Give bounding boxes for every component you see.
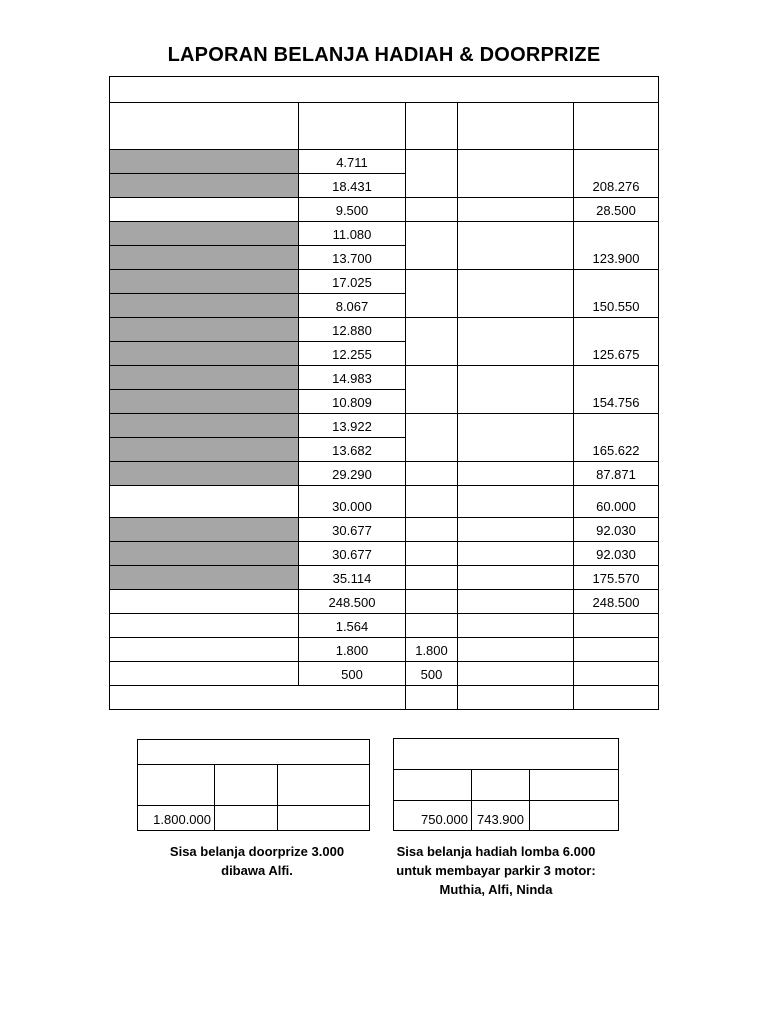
qty-cell [406,518,458,542]
item-cell [110,542,299,566]
total-cell: 165.622 [574,438,659,462]
price-cell: 29.290 [299,462,406,486]
qty-cell [406,198,458,222]
table-row [110,614,659,638]
total-cell [574,270,659,294]
qty-cell [406,150,458,198]
table-footer-row [110,686,659,710]
summary-value-cell: 1.800.000 [138,806,215,831]
table-row [110,414,659,438]
table-row [110,566,659,590]
total-cell [574,662,659,686]
item-cell [110,518,299,542]
price-cell: 1.564 [299,614,406,638]
summary-label-cell [215,765,278,806]
note-line: Sisa belanja doorprize 3.000 [169,844,345,859]
item-cell [110,414,299,438]
note-cell [458,150,574,198]
total-cell: 60.000 [574,486,659,518]
note-cell [458,614,574,638]
doorprize-summary-table [137,739,370,831]
summary-value-cell [278,806,370,831]
note-cell [458,518,574,542]
total-cell: 87.871 [574,462,659,486]
note-cell [458,222,574,270]
total-cell [574,414,659,438]
item-cell [110,342,299,366]
qty-cell [406,222,458,270]
table-row [110,366,659,390]
total-cell [574,614,659,638]
summary-header-cell [394,739,619,770]
item-cell [110,198,299,222]
total-cell: 248.500 [574,590,659,614]
price-cell: 11.080 [299,222,406,246]
note-cell [458,638,574,662]
item-cell [110,462,299,486]
total-cell [574,366,659,390]
table-row [110,518,659,542]
note-cell [458,486,574,518]
price-cell: 30.000 [299,486,406,518]
note-line: Muthia, Alfi, Ninda [439,882,553,897]
total-cell: 150.550 [574,294,659,318]
item-cell [110,174,299,198]
total-cell [574,150,659,174]
table-row [110,174,659,198]
footer-cell [458,686,574,710]
note-cell [458,366,574,414]
table-row [110,438,659,462]
price-cell: 13.922 [299,414,406,438]
note-line: Sisa belanja hadiah lomba 6.000 [396,844,596,859]
table-row [110,294,659,318]
summary-label-row [394,770,619,801]
price-cell: 13.700 [299,246,406,270]
hadiah-note [376,842,616,899]
summary-label-cell [278,765,370,806]
price-cell: 248.500 [299,590,406,614]
header-cell [110,77,659,103]
column-header [406,103,458,150]
summary-label-cell [472,770,530,801]
table-row [110,542,659,566]
note-cell [458,662,574,686]
total-cell: 92.030 [574,518,659,542]
qty-cell [406,318,458,366]
summary-value-cell [530,801,619,831]
qty-cell [406,614,458,638]
summary-header-cell [138,740,370,765]
total-cell: 92.030 [574,542,659,566]
item-cell [110,438,299,462]
summary-value-row [138,806,370,831]
note-line: untuk membayar parkir 3 motor: [396,863,596,878]
total-cell: 125.675 [574,342,659,366]
note-cell [458,414,574,462]
qty-cell [406,462,458,486]
summary-value-cell: 743.900 [472,801,530,831]
footer-cell [574,686,659,710]
item-cell [110,270,299,294]
price-cell: 35.114 [299,566,406,590]
footer-label-cell [110,686,406,710]
total-cell [574,222,659,246]
item-cell [110,222,299,246]
item-cell [110,294,299,318]
price-cell: 9.500 [299,198,406,222]
qty-cell: 1.800 [406,638,458,662]
table-row [110,662,659,686]
qty-cell [406,542,458,566]
price-cell: 30.677 [299,542,406,566]
summary-label-cell [138,765,215,806]
note-cell [458,566,574,590]
main-table [109,76,659,710]
note-cell [458,198,574,222]
item-cell [110,590,299,614]
table-row [110,318,659,342]
table-row [110,590,659,614]
summary-value-cell: 750.000 [394,801,472,831]
price-cell: 500 [299,662,406,686]
note-line: dibawa Alfi. [221,863,293,878]
column-header [574,103,659,150]
item-cell [110,486,299,518]
total-cell [574,638,659,662]
summary-label-row [138,765,370,806]
item-cell [110,366,299,390]
qty-cell [406,486,458,518]
doorprize-note [137,842,377,880]
note-cell [458,318,574,366]
table-row [110,270,659,294]
item-cell [110,150,299,174]
item-cell [110,246,299,270]
table-row [110,222,659,246]
price-cell: 8.067 [299,294,406,318]
summary-label-cell [530,770,619,801]
summary-value-row [394,801,619,831]
qty-cell: 500 [406,662,458,686]
total-cell: 28.500 [574,198,659,222]
table-row [110,198,659,222]
column-header [110,103,299,150]
table-row [110,342,659,366]
price-cell: 12.255 [299,342,406,366]
qty-cell [406,366,458,414]
column-header [299,103,406,150]
price-cell: 1.800 [299,638,406,662]
item-cell [110,390,299,414]
price-cell: 12.880 [299,318,406,342]
hadiah-summary-table [393,738,619,831]
table-row [110,462,659,486]
price-cell: 13.682 [299,438,406,462]
total-cell: 154.756 [574,390,659,414]
item-cell [110,662,299,686]
table-column-header-row [110,103,659,150]
qty-cell [406,566,458,590]
price-cell: 17.025 [299,270,406,294]
summary-header-row [138,740,370,765]
price-cell: 30.677 [299,518,406,542]
column-header [458,103,574,150]
summary-header-row [394,739,619,770]
price-cell: 14.983 [299,366,406,390]
total-cell [574,318,659,342]
total-cell: 208.276 [574,174,659,198]
total-cell: 123.900 [574,246,659,270]
price-cell: 10.809 [299,390,406,414]
page-title: LAPORAN BELANJA HADIAH & DOORPRIZE [167,44,601,66]
table-row [110,390,659,414]
table-row [110,246,659,270]
note-cell [458,542,574,566]
table-row [110,638,659,662]
note-cell [458,462,574,486]
table-header-row [110,77,659,103]
total-cell: 175.570 [574,566,659,590]
item-cell [110,318,299,342]
qty-cell [406,590,458,614]
note-cell [458,590,574,614]
footer-cell [406,686,458,710]
price-cell: 18.431 [299,174,406,198]
table-row [110,150,659,174]
note-cell [458,270,574,318]
item-cell [110,638,299,662]
summary-label-cell [394,770,472,801]
qty-cell [406,414,458,462]
item-cell [110,566,299,590]
qty-cell [406,270,458,318]
table-row [110,486,659,518]
summary-value-cell [215,806,278,831]
price-cell: 4.711 [299,150,406,174]
item-cell [110,614,299,638]
